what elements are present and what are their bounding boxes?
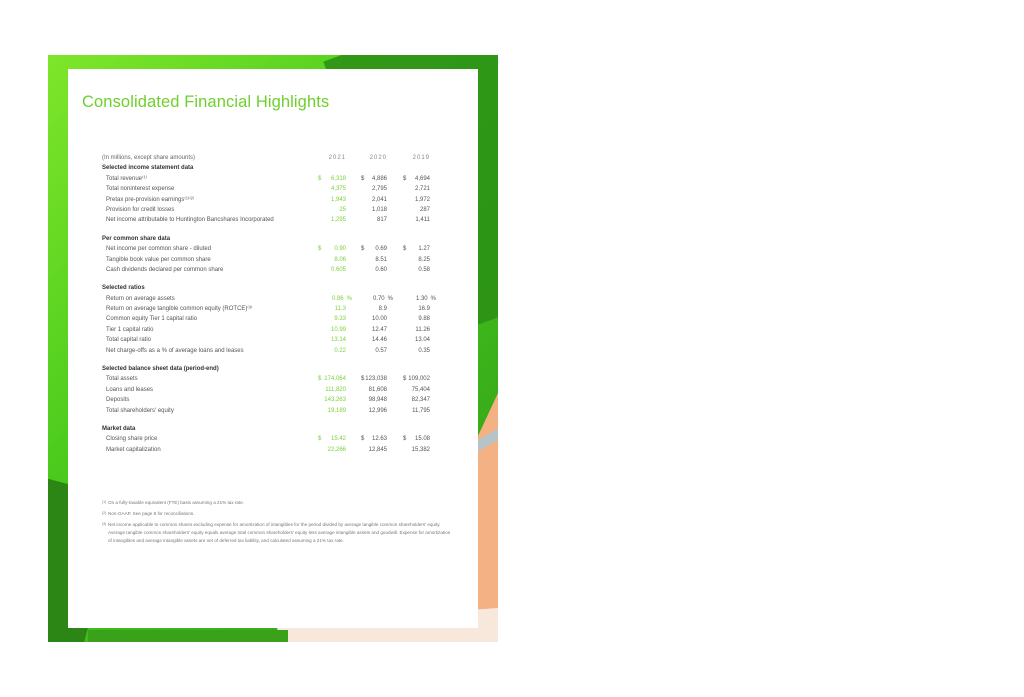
value-cell xyxy=(306,314,346,324)
value-cell xyxy=(306,406,346,416)
value-cell xyxy=(306,325,346,335)
value-cell xyxy=(306,195,346,205)
value-cell xyxy=(390,445,430,455)
cell-value: 81,608 xyxy=(368,386,387,393)
currency-sign: $ xyxy=(361,376,365,383)
cell-value: 82,347 xyxy=(411,397,430,404)
cell-value: 22,266 xyxy=(327,446,346,453)
value-cell xyxy=(347,346,387,356)
value-cell xyxy=(347,215,387,225)
value-cell xyxy=(347,304,387,314)
row-label: Cash dividends declared per common share xyxy=(106,266,224,273)
footnote xyxy=(102,521,452,545)
value-cell xyxy=(347,265,387,275)
footnote-marker: (3) xyxy=(102,522,107,526)
value-cell xyxy=(390,195,430,205)
table-row xyxy=(102,335,442,345)
cell-value: 8.25 xyxy=(418,256,430,263)
value-cell xyxy=(390,325,430,335)
value-cell xyxy=(390,174,430,184)
cell-value: 2,721 xyxy=(414,186,430,193)
value-cell xyxy=(347,294,393,304)
table-row xyxy=(102,255,442,265)
financial-table xyxy=(102,153,442,455)
value-cell xyxy=(347,335,387,345)
row-label: Return on average tangible common equity (ROTCE)⁽³⁾ xyxy=(106,306,253,313)
row-label: Closing share price xyxy=(106,436,158,443)
cell-value: 10.00 xyxy=(371,316,387,323)
currency-sign: $ xyxy=(318,376,322,383)
cell-value: 8.06 xyxy=(334,256,346,263)
table-row xyxy=(102,195,442,205)
cell-value: 12.63 xyxy=(371,436,387,443)
value-cell xyxy=(306,385,346,395)
value-cell xyxy=(390,184,430,194)
cell-value: 109,002 xyxy=(408,376,430,383)
value-cell xyxy=(306,244,346,254)
cell-value: 12,845 xyxy=(368,446,387,453)
value-cell xyxy=(306,265,346,275)
value-cell xyxy=(306,294,352,304)
value-cell xyxy=(347,184,387,194)
value-cell xyxy=(306,255,346,265)
footnote-marker: (1) xyxy=(102,500,107,504)
cell-value: 8.51 xyxy=(375,256,387,263)
percent-sign: % xyxy=(430,295,436,302)
cell-value: 15.08 xyxy=(414,436,430,443)
table-row xyxy=(102,395,442,405)
footnote xyxy=(102,499,452,507)
row-label: Loans and leases xyxy=(106,386,154,393)
year-header: 2021 xyxy=(328,155,346,161)
table-body xyxy=(102,163,442,455)
cell-value: 143,263 xyxy=(324,397,346,404)
table-row xyxy=(102,406,442,416)
footnotes xyxy=(102,499,452,548)
footnote-text: On a fully-taxable equivalent (FTE) basis assuming a 21% tax rate. xyxy=(108,500,245,505)
cell-value: 13.04 xyxy=(414,337,430,344)
cell-value: 1.30 xyxy=(415,295,428,302)
row-label: Net income per common share - diluted xyxy=(106,246,212,253)
cell-value: 1,943 xyxy=(330,196,346,203)
value-cell xyxy=(347,374,387,384)
cell-value: 0.35 xyxy=(418,347,430,354)
value-cell xyxy=(390,434,430,444)
row-label: Deposits xyxy=(106,397,130,404)
table-row xyxy=(102,205,442,215)
year-header: 2019 xyxy=(412,155,430,161)
table-row xyxy=(102,304,442,314)
cell-value: 9.33 xyxy=(334,316,346,323)
table-row xyxy=(102,346,442,356)
cell-value: 10.99 xyxy=(330,326,346,333)
table-row xyxy=(102,445,442,455)
cell-value: 0.58 xyxy=(418,266,430,273)
decorative-stripe xyxy=(88,630,288,642)
cell-value: 11.26 xyxy=(415,326,430,333)
cell-value: 1,295 xyxy=(330,217,346,224)
cell-value: 14.46 xyxy=(371,337,387,344)
year-header: 2020 xyxy=(369,155,387,161)
cell-value: 13.14 xyxy=(330,337,346,344)
value-cell xyxy=(390,255,430,265)
cell-value: 0.90 xyxy=(334,246,346,253)
cell-value: 1,411 xyxy=(415,217,430,224)
row-label: Provision for credit losses xyxy=(106,206,175,213)
value-cell xyxy=(390,314,430,324)
table-row xyxy=(102,244,442,254)
table-row xyxy=(102,325,442,335)
value-cell xyxy=(347,385,387,395)
row-label: Common equity Tier 1 capital ratio xyxy=(106,316,198,323)
row-label: Total capital ratio xyxy=(106,337,152,344)
cell-value: 123,038 xyxy=(365,376,387,383)
currency-sign: $ xyxy=(403,246,407,253)
currency-sign: $ xyxy=(361,436,365,443)
currency-sign: $ xyxy=(318,175,322,182)
value-cell xyxy=(306,304,346,314)
value-cell xyxy=(306,395,346,405)
table-row xyxy=(102,385,442,395)
value-cell xyxy=(390,374,430,384)
cell-value: 4,375 xyxy=(330,186,346,193)
table-row xyxy=(102,184,442,194)
section-heading: Selected income statement data xyxy=(102,165,194,172)
footnote-text: Net income applicable to common shares excluding expense for amortization of intangibles for the period divided by average tangible common shareholders' equity. Average tangible common shareholders' equity equals average total common shareholders' equity less average intangible assets and goodwill. Expense for amortization of intangibles and average intangible assets are net of deferred tax liability, and calculated assuming a 21% tax rate. xyxy=(108,522,451,543)
row-label: Total revenue⁽¹⁾ xyxy=(106,175,147,182)
cell-value: 287 xyxy=(419,206,430,213)
cell-value: 1,018 xyxy=(371,206,387,213)
cell-value: 111,820 xyxy=(325,386,346,393)
cell-value: 174,064 xyxy=(324,376,346,383)
row-label: Pretax pre-provision earnings⁽¹⁾⁽²⁾ xyxy=(106,196,195,203)
cell-value: 1,972 xyxy=(414,196,430,203)
currency-sign: $ xyxy=(403,376,407,383)
row-label: Net charge-offs as a % of average loans and leases xyxy=(106,347,244,354)
value-cell xyxy=(390,215,430,225)
table-row xyxy=(102,374,442,384)
cell-value: 2,041 xyxy=(371,196,387,203)
cell-value: 4,694 xyxy=(414,175,430,182)
value-cell xyxy=(306,205,346,215)
value-cell xyxy=(306,174,346,184)
cell-value: 0.86 xyxy=(331,295,344,302)
value-cell xyxy=(306,215,346,225)
cell-value: 9.88 xyxy=(418,316,430,323)
table-row xyxy=(102,215,442,225)
value-cell xyxy=(390,244,430,254)
cell-value: 25 xyxy=(339,206,346,213)
currency-sign: $ xyxy=(403,175,407,182)
value-cell xyxy=(390,205,430,215)
value-cell xyxy=(390,265,430,275)
value-cell xyxy=(347,255,387,265)
percent-sign: % xyxy=(387,295,393,302)
value-cell xyxy=(306,434,346,444)
value-cell xyxy=(347,434,387,444)
section-heading: Selected ratios xyxy=(102,285,145,292)
section-heading: Market data xyxy=(102,425,136,432)
value-cell xyxy=(306,374,346,384)
cell-value: 15,382 xyxy=(411,446,430,453)
cell-value: 19,189 xyxy=(327,407,346,414)
table-row xyxy=(102,294,442,304)
percent-sign: % xyxy=(346,295,352,302)
cell-value: 4,886 xyxy=(371,175,387,182)
value-cell xyxy=(306,335,346,345)
cell-value: 0.60 xyxy=(375,266,387,273)
cell-value: 11,795 xyxy=(412,407,430,414)
value-cell xyxy=(347,325,387,335)
value-cell xyxy=(347,314,387,324)
footnote-text: Non-GAAP. See page 8 for reconciliations. xyxy=(108,511,195,516)
table-row xyxy=(102,174,442,184)
section-heading: Per common share data xyxy=(102,235,171,242)
cell-value: 15.42 xyxy=(330,436,346,443)
cell-value: 0.70 xyxy=(372,295,385,302)
cell-value: 16.9 xyxy=(418,306,430,313)
cell-value: 75,404 xyxy=(411,386,430,393)
value-cell xyxy=(387,294,436,304)
section-heading: Selected balance sheet data (period-end) xyxy=(102,366,219,373)
value-cell xyxy=(347,195,387,205)
value-cell xyxy=(306,346,346,356)
currency-sign: $ xyxy=(361,175,365,182)
cell-value: 8.9 xyxy=(378,306,387,313)
cell-value: 6,318 xyxy=(330,175,346,182)
table-row xyxy=(102,434,442,444)
row-label: Return on average assets xyxy=(106,295,175,302)
value-cell xyxy=(306,445,346,455)
cell-value: 0.605 xyxy=(330,266,346,273)
table-row xyxy=(102,314,442,324)
table-row xyxy=(102,265,442,275)
value-cell xyxy=(347,445,387,455)
value-cell xyxy=(306,184,346,194)
units-label: (In millions, except share amounts) xyxy=(102,155,196,161)
value-cell xyxy=(390,304,430,314)
footnote xyxy=(102,510,452,518)
cell-value: 0.69 xyxy=(375,246,387,253)
value-cell xyxy=(390,346,430,356)
value-cell xyxy=(390,406,430,416)
page-title: Consolidated Financial Highlights xyxy=(82,93,330,111)
currency-sign: $ xyxy=(318,436,322,443)
table-header xyxy=(102,153,442,163)
currency-sign: $ xyxy=(403,436,407,443)
row-label: Total shareholders' equity xyxy=(106,407,174,414)
value-cell xyxy=(390,335,430,345)
row-label: Total noninterest expense xyxy=(106,186,175,193)
value-cell xyxy=(390,395,430,405)
cell-value: 12.47 xyxy=(371,326,387,333)
cell-value: 817 xyxy=(376,217,387,224)
cell-value: 0.22 xyxy=(334,347,346,354)
row-label: Tier 1 capital ratio xyxy=(106,326,154,333)
currency-sign: $ xyxy=(318,246,322,253)
cell-value: 11.3 xyxy=(334,306,346,313)
value-cell xyxy=(347,244,387,254)
cell-value: 2,795 xyxy=(371,186,387,193)
currency-sign: $ xyxy=(361,246,365,253)
document-page xyxy=(68,69,478,628)
cell-value: 12,996 xyxy=(368,407,387,414)
cell-value: 1.27 xyxy=(418,246,430,253)
row-label: Market capitalization xyxy=(106,446,161,453)
value-cell xyxy=(347,205,387,215)
row-label: Net income attributable to Huntington Bancshares Incorporated xyxy=(106,217,274,224)
row-label: Tangible book value per common share xyxy=(106,256,211,263)
cell-value: 0.57 xyxy=(375,347,387,354)
value-cell xyxy=(347,406,387,416)
footnote-marker: (2) xyxy=(102,511,107,515)
value-cell xyxy=(347,174,387,184)
value-cell xyxy=(390,385,430,395)
cell-value: 98,948 xyxy=(368,397,387,404)
row-label: Total assets xyxy=(106,376,138,383)
value-cell xyxy=(347,395,387,405)
